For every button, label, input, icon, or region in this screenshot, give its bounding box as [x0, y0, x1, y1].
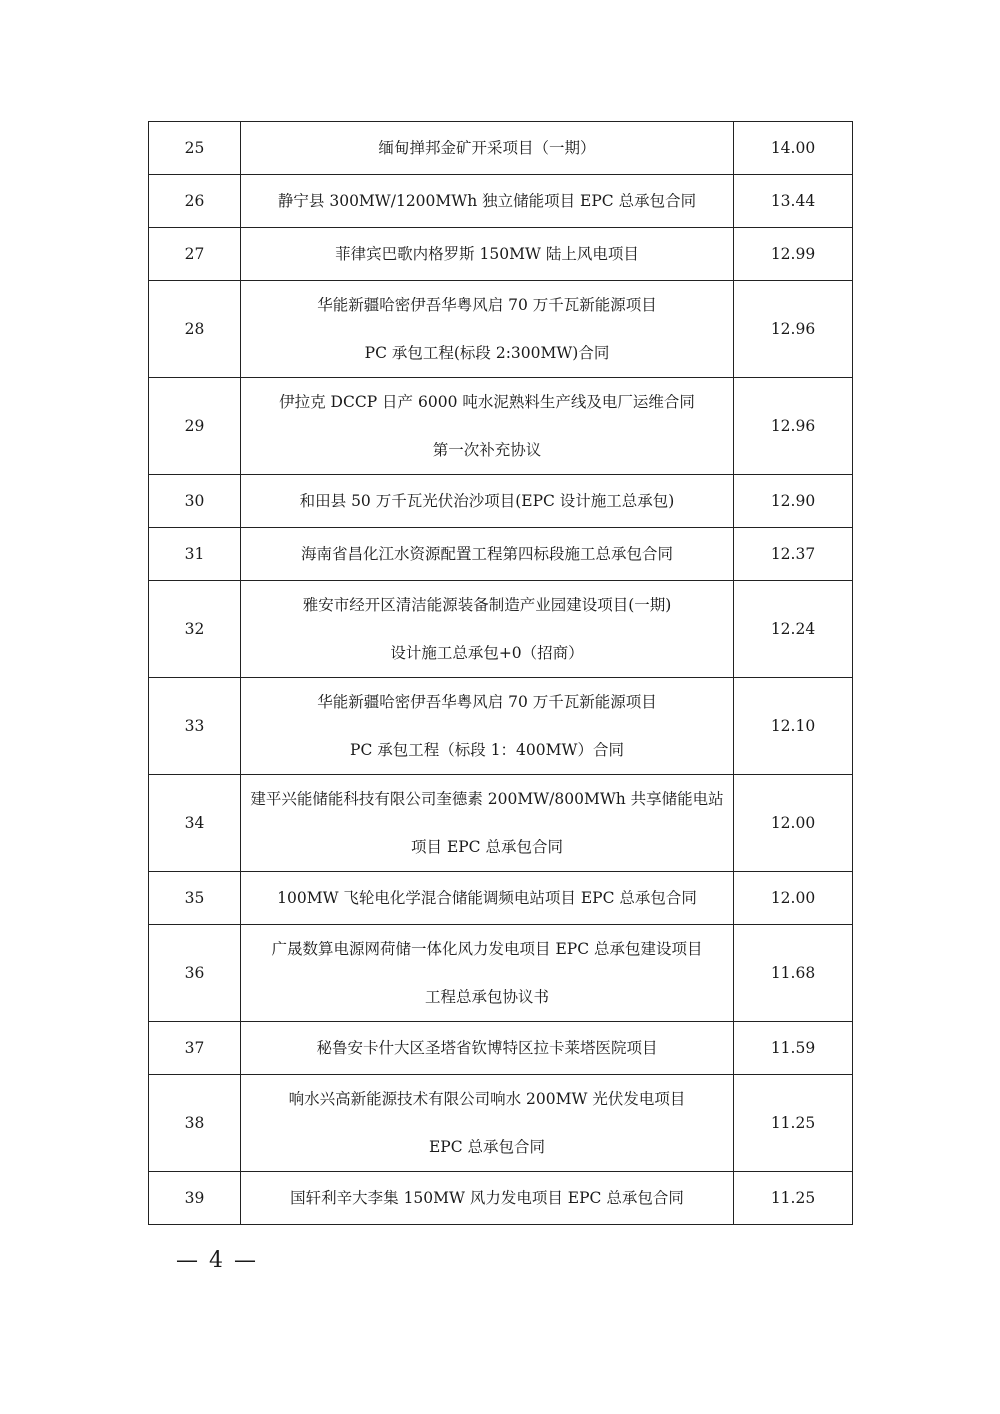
table-row	[149, 175, 853, 228]
table-row	[149, 581, 853, 678]
amount-cell: 12.90	[734, 475, 853, 528]
project-name-cell	[241, 475, 734, 528]
amount-cell: 11.59	[734, 1022, 853, 1075]
amount-cell: 12.00	[734, 872, 853, 925]
amount-cell: 12.99	[734, 228, 853, 281]
project-name-cell	[241, 1075, 734, 1172]
row-number-cell: 26	[149, 175, 241, 228]
project-name-line: PC 承包工程（标段 1：400MW）合同	[350, 741, 624, 759]
project-name-line: 国轩利辛大李集 150MW 风力发电项目 EPC 总承包合同	[290, 1189, 684, 1207]
project-name-line: 设计施工总承包+0（招商）	[390, 644, 584, 662]
table-row	[149, 872, 853, 925]
row-number-cell: 35	[149, 872, 241, 925]
project-name-cell	[241, 872, 734, 925]
amount-cell: 12.00	[734, 775, 853, 872]
amount-cell: 12.37	[734, 528, 853, 581]
project-name-cell	[241, 775, 734, 872]
project-name-line: 100MW 飞轮电化学混合储能调频电站项目 EPC 总承包合同	[277, 889, 697, 907]
amount-cell: 12.24	[734, 581, 853, 678]
project-name-cell	[241, 1172, 734, 1225]
project-name-line: 菲律宾巴歌内格罗斯 150MW 陆上风电项目	[335, 245, 639, 263]
table-row	[149, 475, 853, 528]
project-name-cell	[241, 228, 734, 281]
row-number-cell: 31	[149, 528, 241, 581]
table-row	[149, 775, 853, 872]
project-name-cell	[241, 175, 734, 228]
table-row	[149, 1172, 853, 1225]
row-number-cell: 39	[149, 1172, 241, 1225]
contract-table	[148, 121, 853, 1225]
table-row	[149, 1022, 853, 1075]
row-number-cell: 36	[149, 925, 241, 1022]
amount-cell: 12.96	[734, 378, 853, 475]
project-name-line: 和田县 50 万千瓦光伏治沙项目(EPC 设计施工总承包)	[299, 492, 675, 510]
project-name-cell	[241, 581, 734, 678]
project-name-line: 广晟数算电源网荷储一体化风力发电项目 EPC 总承包建设项目	[271, 940, 703, 958]
table-row	[149, 228, 853, 281]
amount-cell: 11.25	[734, 1075, 853, 1172]
table-row	[149, 678, 853, 775]
project-name-line: 工程总承包协议书	[424, 988, 549, 1006]
project-name-line: 秘鲁安卡什大区圣塔省钦博特区拉卡莱塔医院项目	[316, 1039, 658, 1057]
project-name-cell	[241, 528, 734, 581]
table-body	[149, 122, 853, 1225]
row-number-cell: 32	[149, 581, 241, 678]
table-row	[149, 528, 853, 581]
project-name-line: 伊拉克 DCCP 日产 6000 吨水泥熟料生产线及电厂运维合同	[279, 393, 695, 411]
row-number-cell: 34	[149, 775, 241, 872]
project-name-line: PC 承包工程(标段 2:300MW)合同	[364, 344, 610, 362]
project-name-line: 第一次补充协议	[432, 441, 542, 459]
amount-cell: 11.68	[734, 925, 853, 1022]
project-name-line: 缅甸掸邦金矿开采项目（一期）	[378, 139, 596, 157]
row-number-cell: 38	[149, 1075, 241, 1172]
amount-cell: 12.10	[734, 678, 853, 775]
project-name-line: 静宁县 300MW/1200MWh 独立储能项目 EPC 总承包合同	[277, 192, 697, 210]
project-name-line: 雅安市经开区清洁能源装备制造产业园建设项目(一期)	[302, 596, 672, 614]
amount-cell: 13.44	[734, 175, 853, 228]
project-name-cell	[241, 281, 734, 378]
row-number-cell: 30	[149, 475, 241, 528]
project-name-line: 响水兴高新能源技术有限公司响水 200MW 光伏发电项目	[288, 1090, 686, 1108]
table-row	[149, 925, 853, 1022]
table-row	[149, 281, 853, 378]
table-row	[149, 1075, 853, 1172]
row-number-cell: 27	[149, 228, 241, 281]
table-row	[149, 122, 853, 175]
project-name-cell	[241, 122, 734, 175]
project-name-line: 华能新疆哈密伊吾华粤风启 70 万千瓦新能源项目	[317, 296, 657, 314]
row-number-cell: 28	[149, 281, 241, 378]
table-row	[149, 378, 853, 475]
page-number: — 4 —	[176, 1248, 258, 1273]
project-name-cell	[241, 378, 734, 475]
row-number-cell: 37	[149, 1022, 241, 1075]
row-number-cell: 33	[149, 678, 241, 775]
project-name-line: 海南省昌化江水资源配置工程第四标段施工总承包合同	[300, 545, 673, 563]
row-number-cell: 29	[149, 378, 241, 475]
row-number-cell: 25	[149, 122, 241, 175]
project-name-line: 项目 EPC 总承包合同	[411, 838, 563, 856]
project-name-line: 建平兴能储能科技有限公司奎德素 200MW/800MWh 共享储能电站	[250, 790, 724, 808]
project-name-cell	[241, 678, 734, 775]
amount-cell: 11.25	[734, 1172, 853, 1225]
project-name-line: 华能新疆哈密伊吾华粤风启 70 万千瓦新能源项目	[317, 693, 657, 711]
project-name-line: EPC 总承包合同	[428, 1138, 546, 1156]
project-name-cell	[241, 925, 734, 1022]
amount-cell: 12.96	[734, 281, 853, 378]
amount-cell: 14.00	[734, 122, 853, 175]
project-name-cell	[241, 1022, 734, 1075]
